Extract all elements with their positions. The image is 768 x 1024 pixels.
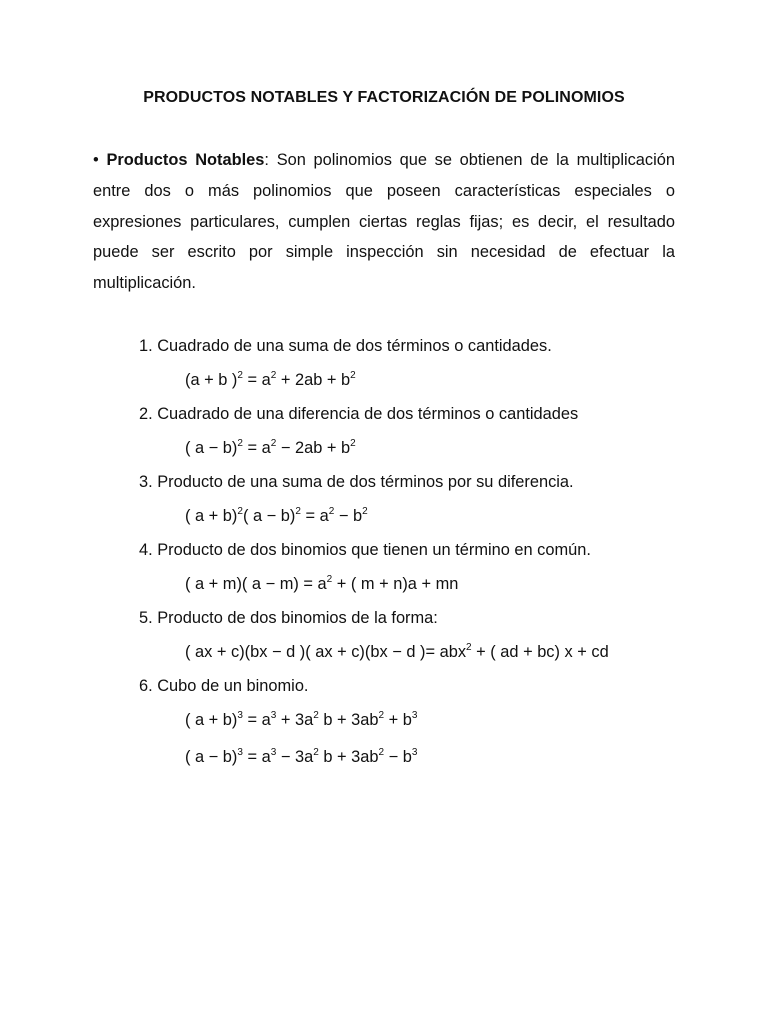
intro-paragraph — [93, 145, 675, 299]
formula-part: ( a + m)( a − m) = a — [185, 575, 327, 593]
item-heading: 6. Cubo de un binomio. — [139, 677, 309, 695]
formula-part: + b — [384, 711, 412, 729]
formula-exponent: 2 — [270, 438, 277, 449]
item-heading: 5. Producto de dos binomios de la forma: — [139, 609, 438, 627]
item-heading: 2. Cuadrado de una diferencia de dos términos o cantidades — [139, 405, 579, 423]
formula-exponent: 2 — [295, 506, 301, 517]
formula-exponent: 2 — [313, 710, 319, 721]
formula-part: − b — [384, 748, 412, 766]
formula-part: + ( ad + bc) x + cd — [471, 643, 609, 661]
formula-exponent: 2 — [237, 370, 243, 381]
intro-text: Son polinomios que se obtienen de la multiplicación entre dos o más polinomios que poseen características especiales o expresiones particulares, cumplen ciertas reglas fijas; es decir, el resultado puede ser escrito por simple inspección sin necesidad de efectuar la multiplicación. — [93, 151, 675, 293]
formula-part: (a + b ) — [185, 371, 238, 389]
notable-products-list — [139, 332, 699, 776]
list-item — [139, 468, 699, 536]
formula-part: = a — [242, 748, 271, 766]
formula-exponent: 2 — [328, 506, 335, 517]
formula-exponent: 2 — [237, 438, 243, 449]
formula-part: ( a − b) — [242, 507, 296, 525]
formula-exponent: 2 — [313, 747, 319, 758]
formula-exponent: 2 — [270, 370, 277, 381]
formula-part: + 2ab + b — [276, 371, 351, 389]
formula-part: + 3a — [276, 711, 314, 729]
formula-part: ( a + b) — [185, 711, 238, 729]
formula-part: ( ax + c)(bx − d )( ax + c)(bx − d )= abx — [185, 643, 467, 661]
list-item — [139, 400, 699, 468]
formula — [139, 632, 699, 672]
formula — [139, 428, 699, 468]
formula-part: = a — [242, 439, 271, 457]
formula-exponent: 3 — [237, 710, 243, 721]
formula-part: − 3a — [276, 748, 314, 766]
formula-part: = a — [242, 371, 271, 389]
formula-part: ( a + b) — [185, 507, 238, 525]
list-item — [139, 604, 699, 672]
list-item — [139, 672, 699, 776]
formula-exponent: 2 — [378, 710, 385, 721]
formula-exponent: 3 — [411, 747, 418, 758]
item-heading: 3. Producto de una suma de dos términos por su diferencia. — [139, 473, 574, 491]
intro-colon: : — [264, 151, 269, 169]
formula-exponent: 3 — [270, 747, 277, 758]
formula-part: = a — [242, 711, 271, 729]
formula — [139, 496, 699, 536]
formula-part: = a — [300, 507, 329, 525]
formula-exponent: 2 — [237, 506, 243, 517]
formula — [139, 740, 699, 776]
formula — [139, 360, 699, 400]
formula — [139, 564, 699, 604]
formula-exponent: 2 — [378, 747, 385, 758]
formula-exponent: 2 — [466, 642, 472, 653]
formula-part: − b — [334, 507, 363, 525]
formula-exponent: 3 — [270, 710, 277, 721]
intro-bullet: • — [93, 151, 99, 169]
formula-part: ( a − b) — [185, 439, 238, 457]
intro-term: Productos Notables — [106, 151, 265, 169]
document-title: PRODUCTOS NOTABLES Y FACTORIZACIÓN DE POLINOMIOS — [143, 89, 625, 106]
formula-exponent: 3 — [237, 747, 243, 758]
list-item — [139, 536, 699, 604]
item-heading: 1. Cuadrado de una suma de dos términos o cantidades. — [139, 337, 552, 355]
formula-part: b + 3ab — [318, 711, 379, 729]
formula-part: b + 3ab — [318, 748, 379, 766]
item-heading: 4. Producto de dos binomios que tienen un término en común. — [139, 541, 591, 559]
formula-exponent: 2 — [362, 506, 368, 517]
list-item — [139, 332, 699, 400]
formula-exponent: 3 — [411, 710, 418, 721]
formula-part: − 2ab + b — [276, 439, 351, 457]
formula-exponent: 2 — [350, 438, 356, 449]
formula-part: ( a − b) — [185, 748, 238, 766]
formula-part: + ( m + n)a + mn — [332, 575, 459, 593]
formula-exponent: 2 — [350, 370, 356, 381]
formula — [139, 700, 699, 740]
formula-exponent: 2 — [326, 574, 333, 585]
